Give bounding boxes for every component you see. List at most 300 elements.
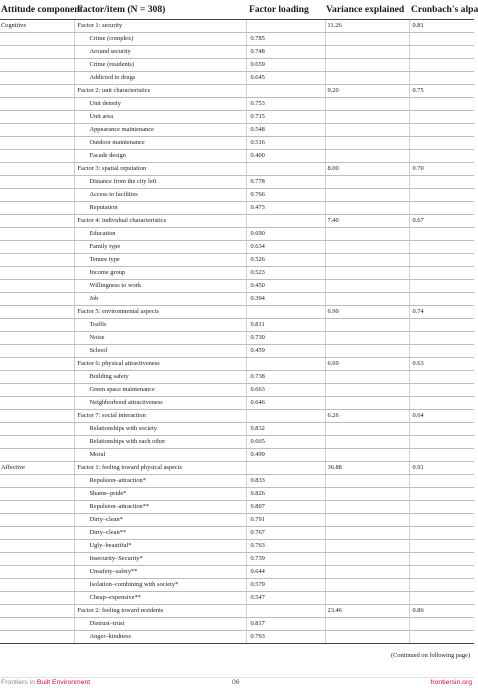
factor-loading-cell: 0.767 bbox=[246, 526, 325, 539]
attitude-component-cell bbox=[0, 513, 74, 526]
item-label-cell: Family type bbox=[74, 240, 246, 253]
cronbach-alpha-cell bbox=[409, 253, 474, 266]
variance-explained-cell bbox=[325, 110, 409, 123]
cronbach-alpha-cell bbox=[409, 110, 474, 123]
factor-loading-cell: 0.523 bbox=[246, 266, 325, 279]
cronbach-alpha-cell bbox=[409, 136, 474, 149]
cronbach-alpha-cell bbox=[409, 71, 474, 84]
variance-explained-cell bbox=[325, 591, 409, 604]
variance-explained-cell bbox=[325, 149, 409, 162]
factor-row bbox=[0, 162, 474, 175]
factor-loading-cell: 0.807 bbox=[246, 500, 325, 513]
factor-row bbox=[0, 305, 474, 318]
factor-label-cell: Factor 4: individual characteristics bbox=[74, 214, 246, 227]
item-label-cell: Anger–kindness bbox=[74, 630, 246, 643]
variance-explained-cell bbox=[325, 175, 409, 188]
factor-loading-cell: 0.785 bbox=[246, 32, 325, 45]
attitude-component-cell bbox=[0, 526, 74, 539]
factor-loading-cell: 0.665 bbox=[246, 435, 325, 448]
variance-explained-cell bbox=[325, 344, 409, 357]
attitude-component-cell bbox=[0, 162, 74, 175]
item-label-cell: Neighborhood attractiveness bbox=[74, 396, 246, 409]
attitude-component-cell bbox=[0, 539, 74, 552]
item-label-cell: Unit density bbox=[74, 97, 246, 110]
cronbach-alpha-cell bbox=[409, 318, 474, 331]
item-row bbox=[0, 422, 474, 435]
item-label-cell: Willingness to work bbox=[74, 279, 246, 292]
attitude-component-cell bbox=[0, 370, 74, 383]
cronbach-alpha-cell bbox=[409, 201, 474, 214]
variance-explained-cell: 6.69 bbox=[325, 357, 409, 370]
variance-explained-cell bbox=[325, 240, 409, 253]
factor-row bbox=[0, 19, 474, 32]
item-row bbox=[0, 45, 474, 58]
cronbach-alpha-cell bbox=[409, 344, 474, 357]
item-row bbox=[0, 552, 474, 565]
variance-explained-cell bbox=[325, 630, 409, 643]
factor-loading-cell bbox=[246, 604, 325, 617]
item-row bbox=[0, 331, 474, 344]
factor-loading-cell: 0.473 bbox=[246, 201, 325, 214]
header-factor-loading: Factor loading bbox=[246, 0, 325, 19]
factor-loading-cell: 0.730 bbox=[246, 331, 325, 344]
factor-row bbox=[0, 214, 474, 227]
item-row bbox=[0, 253, 474, 266]
factor-label-cell: Factor 7: social interaction bbox=[74, 409, 246, 422]
cronbach-alpha-cell bbox=[409, 97, 474, 110]
cronbach-alpha-cell bbox=[409, 240, 474, 253]
item-row bbox=[0, 175, 474, 188]
attitude-component-cell bbox=[0, 448, 74, 461]
variance-explained-cell: 11.26 bbox=[325, 19, 409, 32]
factor-loading-cell: 0.645 bbox=[246, 71, 325, 84]
factor-loading-cell: 0.778 bbox=[246, 175, 325, 188]
attitude-component-cell: Cognitive bbox=[0, 19, 74, 32]
journal-name-accent: Built Environment bbox=[36, 679, 91, 686]
attitude-component-cell bbox=[0, 97, 74, 110]
item-label-cell: Crime (residents) bbox=[74, 58, 246, 71]
item-label-cell: Distrust–trust bbox=[74, 617, 246, 630]
factor-row bbox=[0, 84, 474, 97]
header-row bbox=[0, 0, 474, 19]
cronbach-alpha-cell bbox=[409, 539, 474, 552]
cronbach-alpha-cell bbox=[409, 32, 474, 45]
attitude-component-cell bbox=[0, 292, 74, 305]
attitude-component-cell bbox=[0, 253, 74, 266]
cronbach-alpha-cell bbox=[409, 435, 474, 448]
item-row bbox=[0, 344, 474, 357]
attitude-component-cell bbox=[0, 565, 74, 578]
item-row bbox=[0, 487, 474, 500]
attitude-component-cell bbox=[0, 58, 74, 71]
variance-explained-cell bbox=[325, 32, 409, 45]
header-factor-item: Factor/item (N = 308) bbox=[74, 0, 246, 19]
attitude-component-cell bbox=[0, 500, 74, 513]
variance-explained-cell bbox=[325, 500, 409, 513]
variance-explained-cell bbox=[325, 71, 409, 84]
variance-explained-cell bbox=[325, 422, 409, 435]
variance-explained-cell: 9.20 bbox=[325, 84, 409, 97]
cronbach-alpha-cell bbox=[409, 227, 474, 240]
variance-explained-cell bbox=[325, 136, 409, 149]
factor-loading-cell bbox=[246, 461, 325, 474]
cronbach-alpha-cell bbox=[409, 123, 474, 136]
factor-loading-cell: 0.748 bbox=[246, 45, 325, 58]
journal-site-link[interactable]: frontiersin.org bbox=[430, 679, 472, 686]
variance-explained-cell: 6.26 bbox=[325, 409, 409, 422]
table-header bbox=[0, 0, 478, 19]
variance-explained-cell bbox=[325, 58, 409, 71]
attitude-component-cell bbox=[0, 331, 74, 344]
variance-explained-cell bbox=[325, 45, 409, 58]
variance-explained-cell bbox=[325, 552, 409, 565]
factor-loading-cell: 0.833 bbox=[246, 474, 325, 487]
factor-loading-cell: 0.548 bbox=[246, 123, 325, 136]
attitude-component-cell bbox=[0, 123, 74, 136]
factor-row bbox=[0, 409, 474, 422]
attitude-component-cell bbox=[0, 227, 74, 240]
factor-loading-cell: 0.646 bbox=[246, 396, 325, 409]
variance-explained-cell bbox=[325, 253, 409, 266]
item-row bbox=[0, 279, 474, 292]
cronbach-alpha-cell: 0.67 bbox=[409, 214, 474, 227]
cronbach-alpha-cell: 0.64 bbox=[409, 409, 474, 422]
factor-loading-cell: 0.499 bbox=[246, 448, 325, 461]
item-label-cell: Insecurity–Security* bbox=[74, 552, 246, 565]
factor-label-cell: Factor 5: environmental aspects bbox=[74, 305, 246, 318]
item-row bbox=[0, 58, 474, 71]
attitude-component-cell bbox=[0, 240, 74, 253]
factor-loading-cell: 0.791 bbox=[246, 513, 325, 526]
attitude-component-cell bbox=[0, 136, 74, 149]
variance-explained-cell bbox=[325, 474, 409, 487]
attitude-component-cell bbox=[0, 175, 74, 188]
item-label-cell: Noise bbox=[74, 331, 246, 344]
factor-loading-cell: 0.832 bbox=[246, 422, 325, 435]
variance-explained-cell bbox=[325, 292, 409, 305]
attitude-component-cell bbox=[0, 32, 74, 45]
page-footer bbox=[0, 679, 474, 688]
item-label-cell: Moral bbox=[74, 448, 246, 461]
attitude-component-cell bbox=[0, 578, 74, 591]
item-label-cell: Relationships with each other bbox=[74, 435, 246, 448]
attitude-component-cell bbox=[0, 188, 74, 201]
variance-explained-cell bbox=[325, 188, 409, 201]
item-label-cell: Building safety bbox=[74, 370, 246, 383]
variance-explained-cell bbox=[325, 97, 409, 110]
factor-loading-cell: 0.753 bbox=[246, 97, 325, 110]
cronbach-alpha-cell bbox=[409, 565, 474, 578]
factor-loading-cell bbox=[246, 357, 325, 370]
factor-loading-cell: 0.738 bbox=[246, 370, 325, 383]
item-label-cell: Facade design bbox=[74, 149, 246, 162]
variance-explained-cell bbox=[325, 266, 409, 279]
cronbach-alpha-cell: 0.91 bbox=[409, 461, 474, 474]
factor-loading-cell bbox=[246, 409, 325, 422]
item-label-cell: Repulsion–attraction** bbox=[74, 500, 246, 513]
cronbach-alpha-cell bbox=[409, 630, 474, 643]
factor-loading-cell: 0.766 bbox=[246, 188, 325, 201]
attitude-component-cell bbox=[0, 604, 74, 617]
item-row bbox=[0, 565, 474, 578]
factor-loading-cell bbox=[246, 214, 325, 227]
item-label-cell: Education bbox=[74, 227, 246, 240]
variance-explained-cell bbox=[325, 435, 409, 448]
attitude-component-cell bbox=[0, 435, 74, 448]
item-row bbox=[0, 188, 474, 201]
cronbach-alpha-cell bbox=[409, 383, 474, 396]
item-row bbox=[0, 630, 474, 643]
footer-divider bbox=[0, 677, 474, 678]
attitude-component-cell bbox=[0, 279, 74, 292]
cronbach-alpha-cell bbox=[409, 500, 474, 513]
attitude-component-cell bbox=[0, 357, 74, 370]
header-cronbachs-alpha: Cronbach's alpa bbox=[409, 0, 474, 19]
attitude-component-cell: Affective bbox=[0, 461, 74, 474]
item-label-cell: Traffic bbox=[74, 318, 246, 331]
item-label-cell: Unsafety–safety** bbox=[74, 565, 246, 578]
item-row bbox=[0, 201, 474, 214]
item-label-cell: Unit area bbox=[74, 110, 246, 123]
cronbach-alpha-cell bbox=[409, 45, 474, 58]
item-label-cell: Green space maintenance bbox=[74, 383, 246, 396]
cronbach-alpha-cell bbox=[409, 266, 474, 279]
attitude-component-cell bbox=[0, 396, 74, 409]
attitude-component-cell bbox=[0, 487, 74, 500]
factor-loading-cell: 0.763 bbox=[246, 539, 325, 552]
factor-loading-cell: 0.526 bbox=[246, 253, 325, 266]
header-attitude-component: Attitude component bbox=[0, 0, 74, 19]
item-row bbox=[0, 136, 474, 149]
variance-explained-cell bbox=[325, 227, 409, 240]
factor-label-cell: Factor 3: spatial reputation bbox=[74, 162, 246, 175]
cronbach-alpha-cell bbox=[409, 591, 474, 604]
factor-loading-cell: 0.817 bbox=[246, 617, 325, 630]
cronbach-alpha-cell bbox=[409, 331, 474, 344]
variance-explained-cell bbox=[325, 617, 409, 630]
attitude-component-cell bbox=[0, 344, 74, 357]
item-label-cell: Outdoor maintenance bbox=[74, 136, 246, 149]
factor-loading-cell: 0.459 bbox=[246, 344, 325, 357]
factor-label-cell: Factor 2: feeling toward residents bbox=[74, 604, 246, 617]
factor-row bbox=[0, 604, 474, 617]
variance-explained-cell bbox=[325, 331, 409, 344]
cronbach-alpha-cell: 0.63 bbox=[409, 357, 474, 370]
factor-loading-cell: 0.634 bbox=[246, 240, 325, 253]
item-label-cell: Relationships with society bbox=[74, 422, 246, 435]
cronbach-alpha-cell: 0.70 bbox=[409, 162, 474, 175]
item-label-cell: Cheap–expensive** bbox=[74, 591, 246, 604]
attitude-component-cell bbox=[0, 630, 74, 643]
cronbach-alpha-cell bbox=[409, 487, 474, 500]
item-row bbox=[0, 292, 474, 305]
item-row bbox=[0, 617, 474, 630]
factor-loading-cell: 0.579 bbox=[246, 578, 325, 591]
variance-explained-cell: 8.00 bbox=[325, 162, 409, 175]
cronbach-alpha-cell: 0.81 bbox=[409, 19, 474, 32]
attitude-component-cell bbox=[0, 149, 74, 162]
cronbach-alpha-cell: 0.86 bbox=[409, 604, 474, 617]
attitude-component-cell bbox=[0, 84, 74, 97]
attitude-component-cell bbox=[0, 318, 74, 331]
item-row bbox=[0, 123, 474, 136]
item-row bbox=[0, 435, 474, 448]
item-label-cell: Ugly–beautiful* bbox=[74, 539, 246, 552]
item-row bbox=[0, 370, 474, 383]
factor-loading-cell bbox=[246, 305, 325, 318]
factor-loading-cell bbox=[246, 84, 325, 97]
variance-explained-cell: 6.90 bbox=[325, 305, 409, 318]
attitude-component-cell bbox=[0, 474, 74, 487]
factor-loading-cell: 0.644 bbox=[246, 565, 325, 578]
item-label-cell: Income group bbox=[74, 266, 246, 279]
item-row bbox=[0, 500, 474, 513]
item-row bbox=[0, 396, 474, 409]
cronbach-alpha-cell bbox=[409, 552, 474, 565]
attitude-component-cell bbox=[0, 591, 74, 604]
factor-loading-cell bbox=[246, 19, 325, 32]
factor-loading-cell: 0.811 bbox=[246, 318, 325, 331]
item-label-cell: Isolation–combining with society* bbox=[74, 578, 246, 591]
factor-row bbox=[0, 357, 474, 370]
variance-explained-cell bbox=[325, 526, 409, 539]
item-row bbox=[0, 149, 474, 162]
continued-note: (Continued on following page) bbox=[391, 652, 470, 659]
cronbach-alpha-cell: 0.74 bbox=[409, 305, 474, 318]
cronbach-alpha-cell bbox=[409, 149, 474, 162]
item-row bbox=[0, 266, 474, 279]
item-row bbox=[0, 227, 474, 240]
item-label-cell: Job bbox=[74, 292, 246, 305]
factor-loading-cell: 0.793 bbox=[246, 630, 325, 643]
cronbach-alpha-cell bbox=[409, 578, 474, 591]
variance-explained-cell bbox=[325, 383, 409, 396]
item-row bbox=[0, 97, 474, 110]
cronbach-alpha-cell bbox=[409, 58, 474, 71]
factor-loading-cell: 0.739 bbox=[246, 552, 325, 565]
factor-loading-cell: 0.547 bbox=[246, 591, 325, 604]
item-row bbox=[0, 513, 474, 526]
factor-loading-cell: 0.715 bbox=[246, 110, 325, 123]
factor-label-cell: Factor 2: unit characteristics bbox=[74, 84, 246, 97]
variance-explained-cell bbox=[325, 318, 409, 331]
cronbach-alpha-cell bbox=[409, 279, 474, 292]
cronbach-alpha-cell bbox=[409, 188, 474, 201]
factor-label-cell: Factor 1: feeling toward physical aspects bbox=[74, 461, 246, 474]
item-row bbox=[0, 240, 474, 253]
item-row bbox=[0, 539, 474, 552]
journal-name-prefix: Frontiers in bbox=[1, 679, 37, 686]
variance-explained-cell: 23.46 bbox=[325, 604, 409, 617]
variance-explained-cell bbox=[325, 487, 409, 500]
cronbach-alpha-cell bbox=[409, 474, 474, 487]
item-label-cell: Dirty–clean* bbox=[74, 513, 246, 526]
item-label-cell: Tenure type bbox=[74, 253, 246, 266]
variance-explained-cell bbox=[325, 279, 409, 292]
attitude-component-cell bbox=[0, 552, 74, 565]
variance-explained-cell bbox=[325, 565, 409, 578]
item-label-cell: Around security bbox=[74, 45, 246, 58]
item-row bbox=[0, 474, 474, 487]
item-row bbox=[0, 591, 474, 604]
item-row bbox=[0, 526, 474, 539]
item-row bbox=[0, 578, 474, 591]
header-variance-explained: Variance explained bbox=[325, 0, 409, 19]
table-body bbox=[0, 19, 474, 643]
item-label-cell: Reputation bbox=[74, 201, 246, 214]
variance-explained-cell bbox=[325, 123, 409, 136]
attitude-component-cell bbox=[0, 266, 74, 279]
factor-loading-cell: 0.450 bbox=[246, 279, 325, 292]
cronbach-alpha-cell bbox=[409, 526, 474, 539]
attitude-component-cell bbox=[0, 214, 74, 227]
variance-explained-cell bbox=[325, 539, 409, 552]
factor-loading-cell: 0.663 bbox=[246, 383, 325, 396]
page-number: 06 bbox=[232, 679, 240, 686]
item-row bbox=[0, 383, 474, 396]
variance-explained-cell bbox=[325, 396, 409, 409]
item-label-cell: Addicted to drugs bbox=[74, 71, 246, 84]
attitude-component-cell bbox=[0, 305, 74, 318]
variance-explained-cell: 7.40 bbox=[325, 214, 409, 227]
item-label-cell: School bbox=[74, 344, 246, 357]
item-label-cell: Appearance maintenance bbox=[74, 123, 246, 136]
cronbach-alpha-cell: 0.75 bbox=[409, 84, 474, 97]
factor-label-cell: Factor 1: security bbox=[74, 19, 246, 32]
attitude-component-cell bbox=[0, 617, 74, 630]
variance-explained-cell bbox=[325, 201, 409, 214]
item-label-cell: Access to facilities bbox=[74, 188, 246, 201]
factor-loading-cell: 0.826 bbox=[246, 487, 325, 500]
factor-loading-cell bbox=[246, 162, 325, 175]
attitude-component-cell bbox=[0, 383, 74, 396]
factor-loading-cell: 0.516 bbox=[246, 136, 325, 149]
item-row bbox=[0, 318, 474, 331]
variance-explained-cell bbox=[325, 513, 409, 526]
cronbach-alpha-cell bbox=[409, 370, 474, 383]
attitude-component-cell bbox=[0, 201, 74, 214]
variance-explained-cell bbox=[325, 448, 409, 461]
variance-explained-cell bbox=[325, 370, 409, 383]
cronbach-alpha-cell bbox=[409, 422, 474, 435]
cronbach-alpha-cell bbox=[409, 175, 474, 188]
factor-loading-cell: 0.690 bbox=[246, 227, 325, 240]
item-row bbox=[0, 448, 474, 461]
attitude-component-cell bbox=[0, 45, 74, 58]
attitude-component-cell bbox=[0, 71, 74, 84]
factor-loading-cell: 0.400 bbox=[246, 149, 325, 162]
factor-label-cell: Factor 6: physical attractiveness bbox=[74, 357, 246, 370]
cronbach-alpha-cell bbox=[409, 448, 474, 461]
item-label-cell: Crime (complex) bbox=[74, 32, 246, 45]
item-label-cell: Repulsion–attraction* bbox=[74, 474, 246, 487]
factor-row bbox=[0, 461, 474, 474]
cronbach-alpha-cell bbox=[409, 396, 474, 409]
factor-loading-cell: 0.659 bbox=[246, 58, 325, 71]
cronbach-alpha-cell bbox=[409, 513, 474, 526]
factor-loading-cell: 0.394 bbox=[246, 292, 325, 305]
attitude-component-cell bbox=[0, 110, 74, 123]
item-row bbox=[0, 71, 474, 84]
variance-explained-cell: 36.88 bbox=[325, 461, 409, 474]
item-label-cell: Dirty–clean** bbox=[74, 526, 246, 539]
attitude-component-cell bbox=[0, 422, 74, 435]
journal-name bbox=[1, 679, 90, 686]
item-row bbox=[0, 32, 474, 45]
item-label-cell: Distance from the city left bbox=[74, 175, 246, 188]
attitude-component-cell bbox=[0, 409, 74, 422]
cronbach-alpha-cell bbox=[409, 617, 474, 630]
